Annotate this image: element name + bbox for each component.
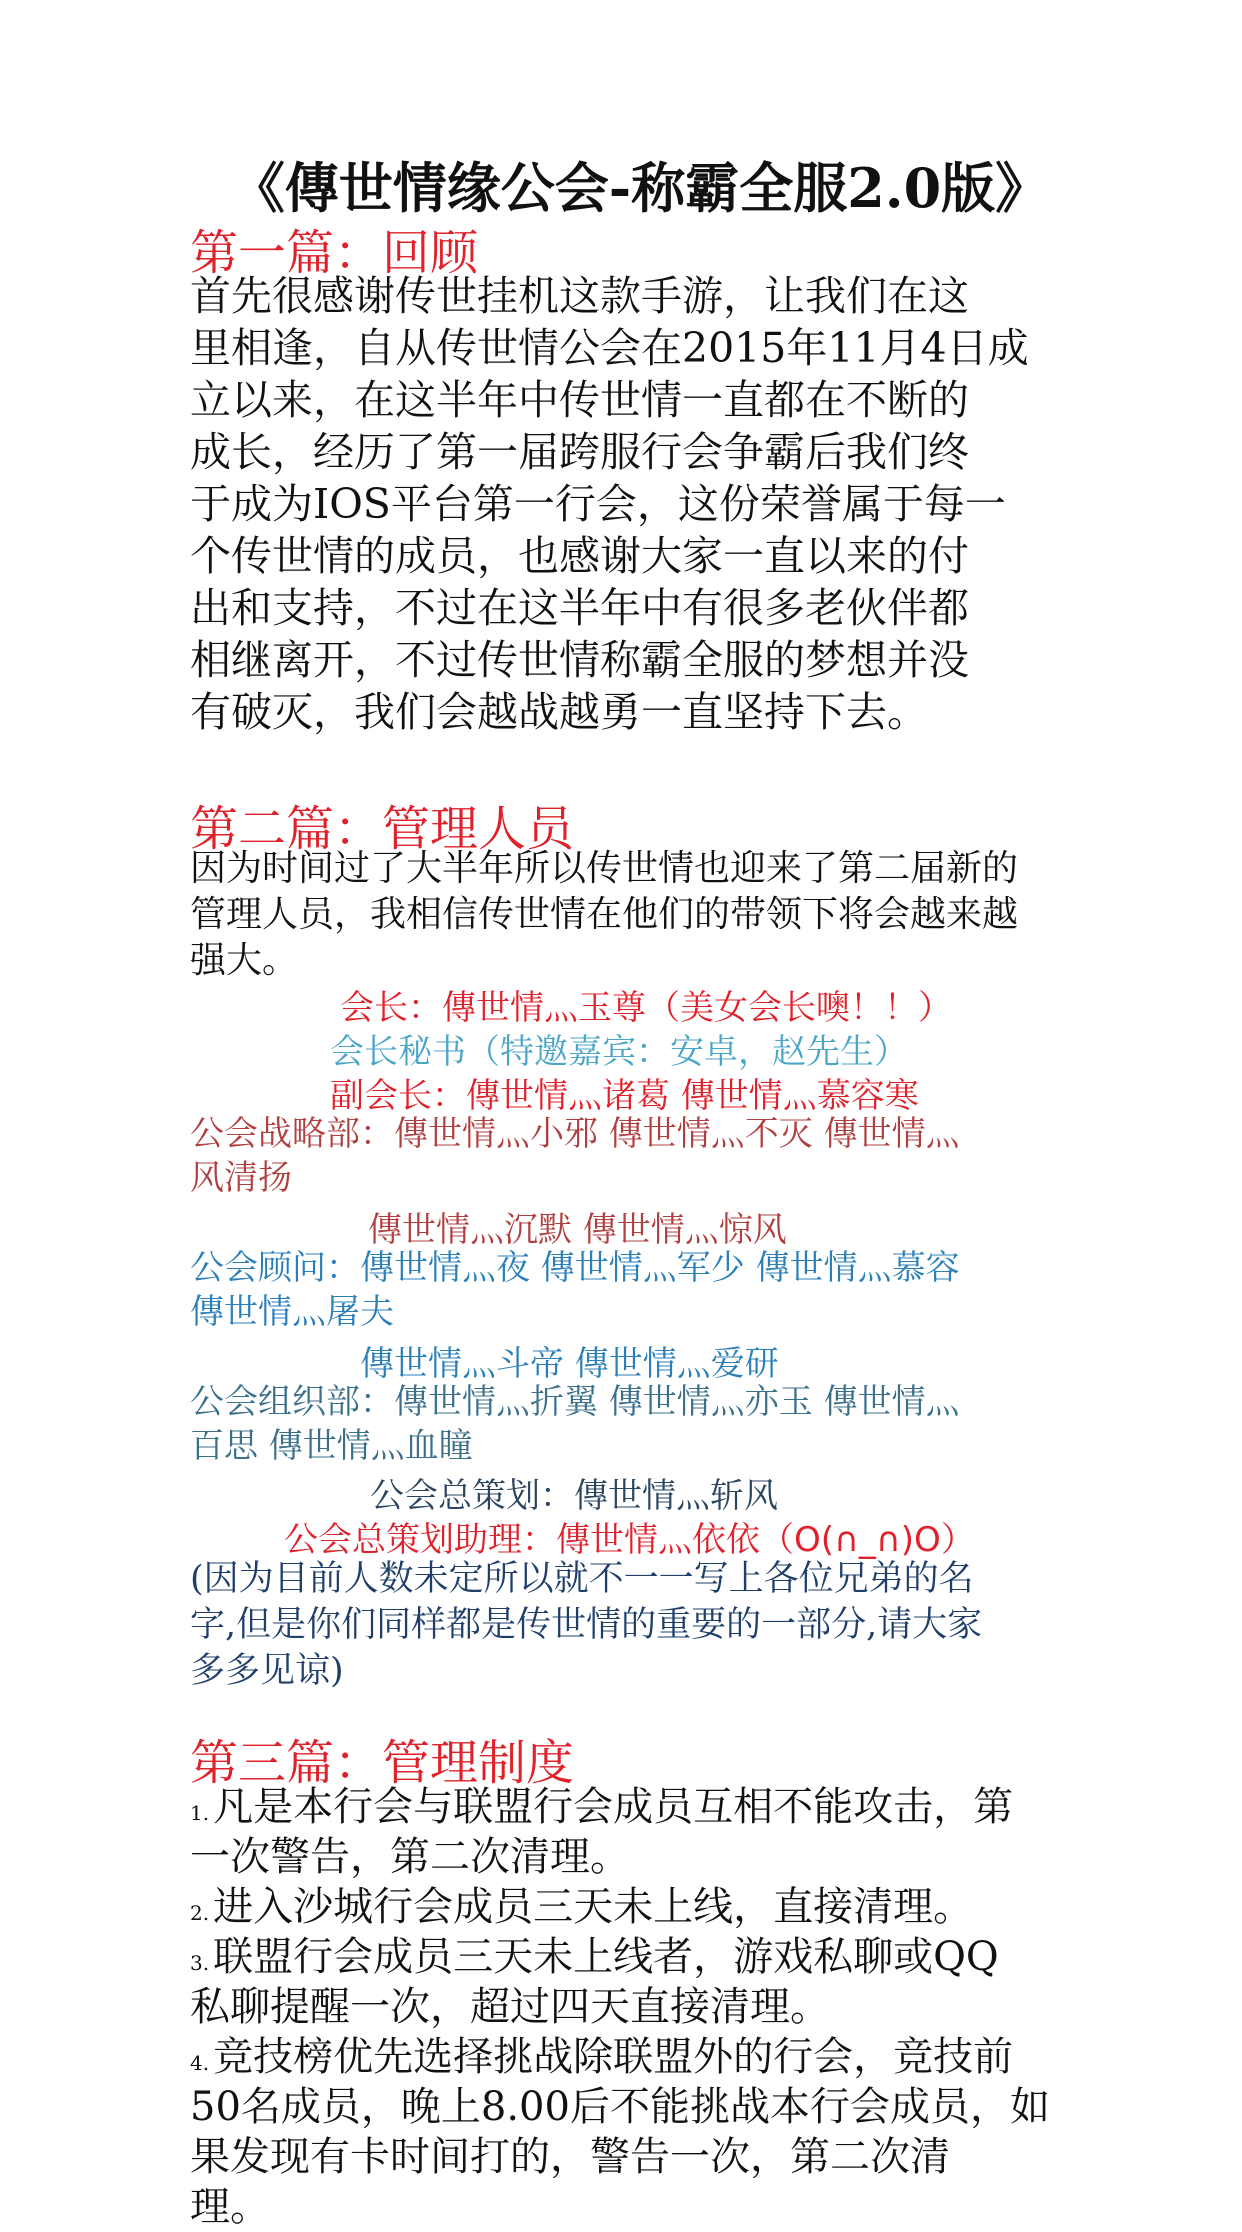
strategy-dept-line: 公会战略部：傳世情灬小邪 傳世情灬不灭 傳世情灬 [190, 1114, 960, 1154]
section-2-paragraph [190, 846, 1070, 984]
strategy-dept-block [190, 1112, 1070, 1200]
note-line: 字,但是你们同样都是传世情的重要的一部分,请大家 [190, 1605, 983, 1645]
rule-item-cont: 私聊提醒一次，超过四天直接清理。 [190, 1984, 830, 2030]
section-1-heading: 第一篇：回顾 [190, 225, 479, 281]
paragraph-line: 管理人员，我相信传世情在他们的带领下将会越来越 [190, 894, 1019, 935]
note-paragraph [190, 1556, 1070, 1694]
note-line: 多多见谅) [190, 1651, 344, 1691]
paragraph-line: 于成为IOS平台第一行会，这份荣誉属于每一 [190, 480, 1006, 528]
vice-president-line: 副会长：傳世情灬诸葛 傳世情灬慕容寒 [330, 1076, 919, 1116]
advisor-block [190, 1246, 1070, 1334]
rule-item: 3. 联盟行会成员三天未上线者，游戏私聊或QQ [190, 1934, 999, 1980]
planner-assistant-line: 公会总策划助理：傳世情灬依依（O(∩_∩)O） [284, 1520, 975, 1560]
rule-item-cont: 果发现有卡时间打的，警告一次，第二次清 [190, 2134, 950, 2180]
paragraph-line: 成长，经历了第一届跨服行会争霸后我们终 [190, 428, 969, 476]
paragraph-line: 强大。 [190, 940, 299, 981]
advisor-line: 傳世情灬屠夫 [190, 1292, 394, 1332]
paragraph-line: 有破灭，我们会越战越勇一直坚持下去。 [190, 688, 928, 736]
advisor-line: 公会顾问：傳世情灬夜 傳世情灬军少 傳世情灬慕容 [190, 1248, 960, 1288]
rule-item-cont: 一次警告，第二次清理。 [190, 1834, 630, 1880]
chief-planner-line: 公会总策划：傳世情灬斩风 [370, 1476, 778, 1516]
rule-item-cont: 50名成员，晚上8.00后不能挑战本行会成员，如 [190, 2084, 1050, 2130]
paragraph-line: 首先很感谢传世挂机这款手游，让我们在这 [190, 272, 969, 320]
paragraph-line: 出和支持，不过在这半年中有很多老伙伴都 [190, 584, 969, 632]
rule-item-cont: 理。 [190, 2184, 270, 2230]
strategy-dept-extra: 傳世情灬沉默 傳世情灬惊风 [368, 1210, 787, 1250]
section-1-paragraph [190, 270, 1070, 738]
rule-item: 2. 进入沙城行会成员三天未上线，直接清理。 [190, 1884, 974, 1930]
section-2-heading: 第二篇：管理人员 [190, 801, 575, 857]
rule-item: 1. 凡是本行会与联盟行会成员互相不能攻击，第 [190, 1784, 1014, 1830]
organization-dept-line: 百思 傳世情灬血瞳 [190, 1426, 473, 1466]
strategy-dept-line: 风清扬 [190, 1158, 292, 1198]
rule-item: 4. 竞技榜优先选择挑战除联盟外的行会，竞技前 [190, 2034, 1014, 2080]
note-line: (因为目前人数未定所以就不一一写上各位兄弟的名 [190, 1559, 974, 1599]
rules-list [190, 1782, 1070, 2232]
organization-dept-line: 公会组织部：傳世情灬折翼 傳世情灬亦玉 傳世情灬 [190, 1382, 960, 1422]
paragraph-line: 个传世情的成员，也感谢大家一直以来的付 [190, 532, 969, 580]
document-title: 《傳世情缘公会-称霸全服2.0版》 [230, 156, 1050, 220]
paragraph-line: 里相逢，自从传世情公会在2015年11月4日成 [190, 324, 1029, 372]
section-3-heading: 第三篇：管理制度 [190, 1735, 575, 1791]
advisor-extra: 傳世情灬斗帝 傳世情灬爱研 [360, 1344, 779, 1384]
secretary-line: 会长秘书（特邀嘉宾：安卓，赵先生） [330, 1032, 908, 1072]
president-line: 会长：傳世情灬玉尊（美女会长噢！！） [340, 988, 952, 1028]
organization-dept-block [190, 1380, 1070, 1468]
paragraph-line: 因为时间过了大半年所以传世情也迎来了第二届新的 [190, 848, 1019, 889]
paragraph-line: 立以来，在这半年中传世情一直都在不断的 [190, 376, 969, 424]
paragraph-line: 相继离开，不过传世情称霸全服的梦想并没 [190, 636, 969, 684]
